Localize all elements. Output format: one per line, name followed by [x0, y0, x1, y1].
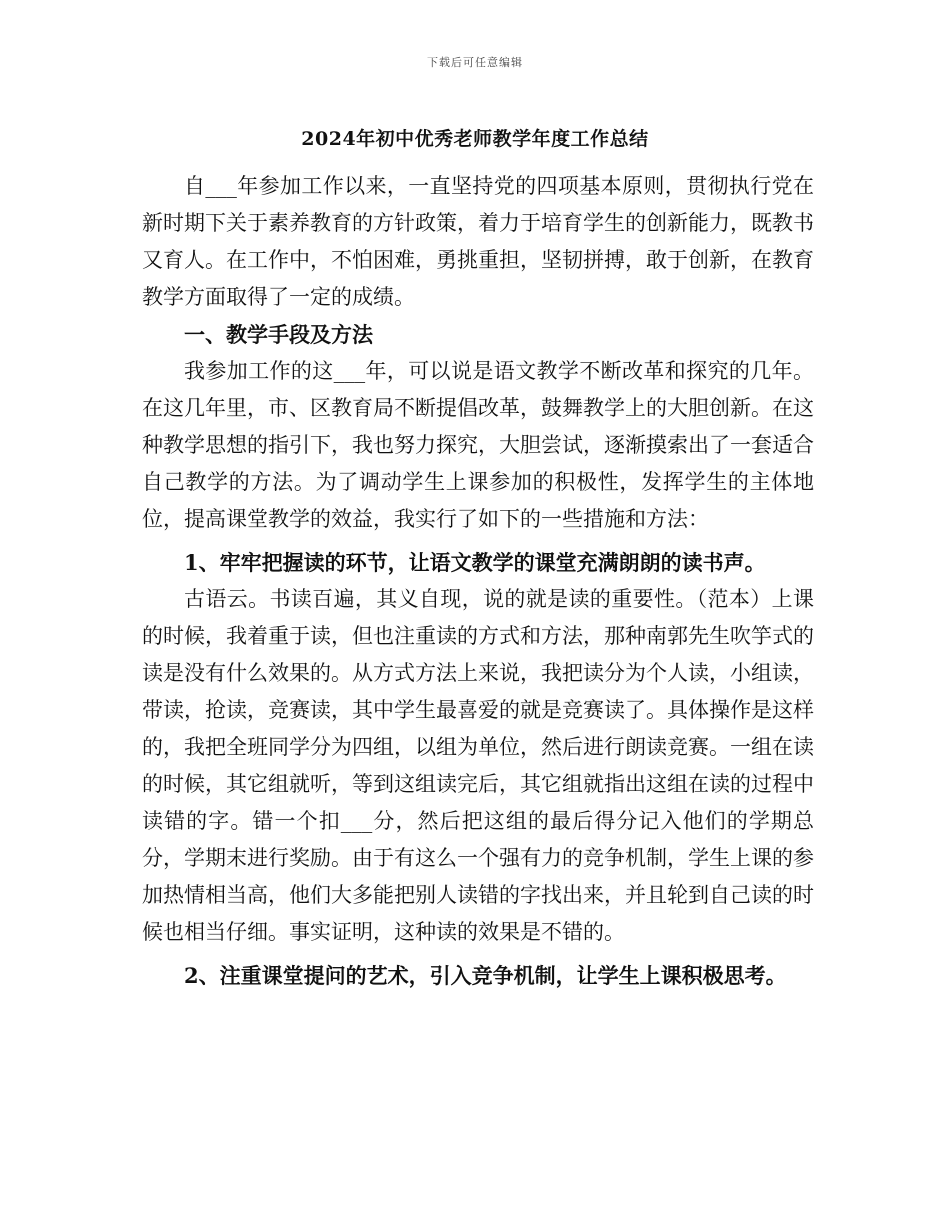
- paragraph-intro: 自___年参加工作以来，一直坚持党的四项基本原则，贯彻执行党在新时期下关于素养教育的方针政策，着力于培育学生的创新能力，既教书又育人。在工作中，不怕困难，勇挑重担，坚韧拼搏，敢于创新，在教育教学方面取得了一定的成绩。: [142, 174, 814, 309]
- document-title: 2024年初中优秀老师教学年度工作总结: [301, 128, 649, 150]
- subheading-reading: 1、牢牢把握读的环节，让语文教学的课堂充满朗朗的读书声。: [184, 550, 766, 575]
- document-body: [142, 168, 814, 994]
- section-heading-methods: 一、教学手段及方法: [184, 322, 373, 347]
- paragraph-reading: 古语云。书读百遍，其义自现，说的就是读的重要性。（范本）上课的时候，我着重于读，但也注重读的方式和方法，那种南郭先生吹竽式的读是没有什么效果的。从方式方法上来说，我把读分为个人读，小组读，带读，抢读，竞赛读，其中学生最喜爱的就是竞赛读了。具体操作是这样的，我把全班同学分为四组，以组为单位，然后进行朗读竞赛。一组在读的时候，其它组就听，等到这组读完后，其它组就指出这组在读的过程中读错的字。错一个扣___分，然后把这组的最后得分记入他们的学期总分，学期末进行奖励。由于有这么一个强有力的竞争机制，学生上课的参加热情相当高，他们大多能把别人读错的字找出来，并且轮到自己读的时候也相当仔细。事实证明，这种读的效果是不错的。: [142, 587, 814, 944]
- paragraph-methods: 我参加工作的这___年，可以说是语文教学不断改革和探究的几年。在这几年里，市、区教育局不断提倡改革，鼓舞教学上的大胆创新。在这种教学思想的指引下，我也努力探究，大胆尝试，逐渐摸索出了一套适合自己教学的方法。为了调动学生上课参加的积极性，发挥学生的主体地位，提高课堂教学的效益，我实行了如下的一些措施和方法：: [142, 359, 814, 531]
- subheading-questioning: 2、注重课堂提问的艺术，引入竞争机制，让学生上课积极思考。: [184, 963, 787, 988]
- header-note: 下载后可任意编辑: [427, 56, 523, 69]
